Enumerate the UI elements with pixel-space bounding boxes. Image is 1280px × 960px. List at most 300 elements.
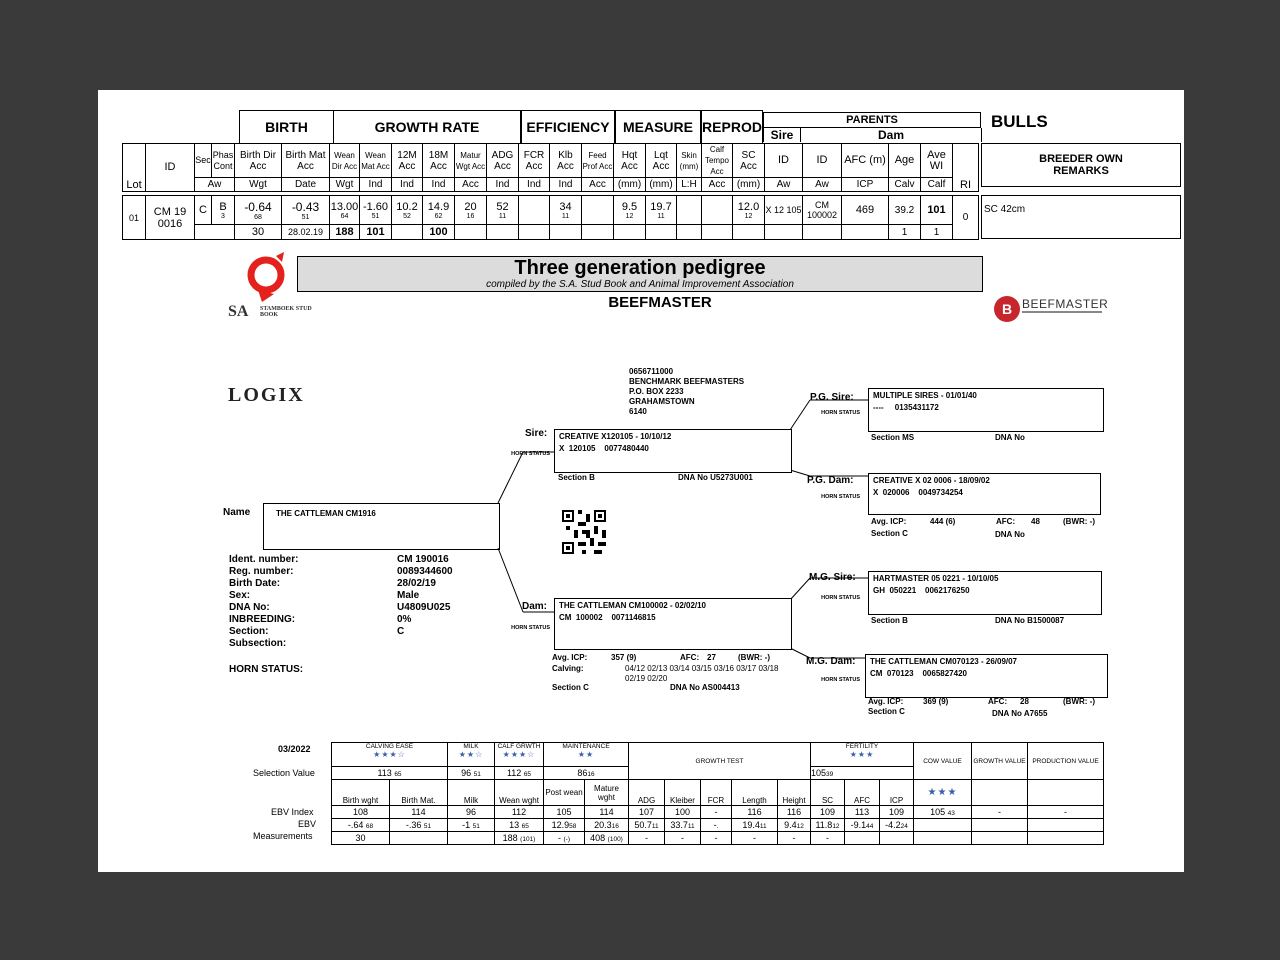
meas-cell: 408 <box>590 833 606 843</box>
dam-box <box>554 598 792 650</box>
hdr-12m: 12M Acc <box>392 144 423 178</box>
unit: Ind <box>360 178 392 192</box>
pg-dam-bwr: (BWR: -) <box>1063 517 1095 526</box>
meas-cell <box>845 832 880 845</box>
unit: L:H <box>677 178 702 192</box>
ebv-cell: -1 <box>462 820 471 830</box>
meas-cell: - <box>811 832 845 845</box>
meas-cell: - <box>629 832 665 845</box>
row-adg: 52 <box>496 200 509 213</box>
mg-sire-section: Section B <box>871 616 908 625</box>
index-cow: 105 <box>930 807 946 817</box>
col-kleiber: Kleiber <box>665 780 701 806</box>
row-lqt: 19.7 <box>650 200 672 213</box>
hdr-dam-id: ID <box>803 144 842 178</box>
row-birth-dir-acc: 68 <box>254 213 262 221</box>
detail-label: Subsection: <box>229 638 287 649</box>
unit: Ind <box>550 178 582 192</box>
hdr-wean-mat: Wean Mat Acc <box>360 144 392 178</box>
row-label-ebv: EBV <box>298 819 317 829</box>
breeder-line: 0656711000 <box>629 367 674 376</box>
unit: Wgt <box>330 178 360 192</box>
unit: Calf <box>921 178 953 192</box>
group-parents: PARENTS <box>763 112 981 128</box>
unit: Ind <box>519 178 550 192</box>
dam-line2: CM 100002 0071146815 <box>559 613 656 622</box>
group-milk: MILK <box>463 743 479 750</box>
index-cell: 112 <box>495 806 544 819</box>
unit: Aw <box>765 178 803 192</box>
col-afc: AFC <box>845 780 880 806</box>
ebv-cell: -9.1 <box>850 820 867 830</box>
sel-calf-acc: 65 <box>523 771 532 778</box>
row-label-measurements: Measurements <box>253 831 313 841</box>
row-afc: 469 <box>842 196 889 225</box>
meas-cell: - <box>778 832 811 845</box>
index-cell: 108 <box>332 806 390 819</box>
col-birth-mat: Birth Mat. <box>390 780 448 806</box>
group-calf-growth: CALF GRWTH <box>497 743 541 750</box>
row-birth-date: 28.02.19 <box>282 225 330 240</box>
group-birth: BIRTH <box>239 110 334 143</box>
mg-dam-line2: CM 070123 0065827420 <box>870 669 967 678</box>
row-ave-calf: 1 <box>921 225 953 240</box>
ebv-acc: 51 <box>472 823 480 830</box>
mg-sire-line2: GH 050221 0062176250 <box>873 586 970 595</box>
mg-sire-horn-status: HORN STATUS <box>821 595 860 601</box>
maintenance-stars-icon: ★★ <box>577 750 595 759</box>
ebv-cell: 12.9 <box>551 820 570 830</box>
row-hqt: 9.5 <box>621 200 638 213</box>
col-length: Length <box>732 780 778 806</box>
hdr-birth-mat: Birth Mat Acc <box>282 144 330 178</box>
sel-milk-acc: 51 <box>473 771 481 778</box>
unit: (mm) <box>733 178 765 192</box>
pg-dam-afc-label: AFC: <box>996 517 1016 526</box>
unit: Acc <box>455 178 487 192</box>
row-ave: 101 <box>921 196 953 225</box>
ebv-cell: -4.2 <box>885 820 901 830</box>
hdr-fcr: FCR Acc <box>519 144 550 178</box>
index-cell: 100 <box>665 806 701 819</box>
row-birth-mat-acc: 51 <box>301 213 310 221</box>
ebv-acc: 44 <box>866 823 874 830</box>
breeder-line: P.O. BOX 2233 <box>629 387 684 396</box>
row-id: CM 19 0016 <box>146 196 195 240</box>
col-post-wean: Post wean <box>544 780 585 806</box>
mg-dam-icp: 369 (9) <box>923 697 949 706</box>
dam-label: Dam: <box>522 601 548 612</box>
detail-label: Section: <box>229 626 269 637</box>
group-growth-test: GROWTH TEST <box>629 743 811 780</box>
pg-dam-afc: 48 <box>1031 517 1040 526</box>
index-growth: - <box>972 806 1028 819</box>
detail-label: DNA No: <box>229 602 270 613</box>
pg-sire-label: P.G. Sire: <box>810 392 854 403</box>
sel-milk: 96 <box>461 768 472 778</box>
row-klb-acc: 11 <box>561 212 570 220</box>
mg-dam-section: Section C <box>868 707 905 716</box>
mg-dam-icp-label: Avg. ICP: <box>868 697 904 706</box>
row-age-calv: 1 <box>889 225 921 240</box>
hdr-id: ID <box>146 144 195 192</box>
dam-afc-label: AFC: <box>680 653 700 662</box>
group-growth-value: GROWTH VALUE <box>972 743 1028 780</box>
unit: ICP <box>842 178 889 192</box>
ebv-acc: 16 <box>611 823 619 830</box>
row-wean-wgt: 188 <box>330 225 360 240</box>
pg-dam-icp-label: Avg. ICP: <box>871 517 907 526</box>
row-12m-acc: 52 <box>403 212 411 220</box>
group-bulls: BULLS <box>991 112 1048 131</box>
page-title: Three generation pedigree <box>514 257 766 279</box>
ebv-acc: 51 <box>423 823 432 830</box>
hdr-sec: Sec <box>195 144 212 178</box>
ebv-acc: 11 <box>759 823 767 830</box>
index-cell: 109 <box>811 806 845 819</box>
row-label-index: EBV Index <box>271 807 314 817</box>
pg-dam-icp: 444 (6) <box>930 517 956 526</box>
parents-sire: Sire <box>763 128 800 142</box>
ebv-acc: 11 <box>687 823 695 830</box>
ebv-cell: 19.4 <box>742 820 760 830</box>
milk-stars-icon: ★★☆ <box>458 750 484 759</box>
fertility-stars-icon: ★★★ <box>849 750 875 759</box>
sire-box <box>554 429 792 473</box>
ebv-cell: 50.7 <box>634 820 652 830</box>
meas-cell: 188 <box>502 833 518 843</box>
ebv-acc: 12 <box>832 823 840 830</box>
mg-dam-dna: DNA No A7655 <box>992 709 1048 718</box>
meas-cell: - <box>732 832 778 845</box>
measurements-row <box>332 832 1104 845</box>
index-cell: 114 <box>390 806 448 819</box>
unit: Aw <box>195 178 235 192</box>
col-icp: ICP <box>880 780 914 806</box>
pg-dam-line1: CREATIVE X 02 0006 - 18/09/02 <box>873 476 990 485</box>
pg-dam-dna: DNA No <box>995 530 1025 539</box>
index-cell: 116 <box>732 806 778 819</box>
detail-label: INBREEDING: <box>229 614 296 625</box>
sa-logo-text: SA <box>228 303 249 320</box>
dam-calving-line: 04/12 02/13 03/14 03/15 03/16 03/17 03/18 <box>625 664 779 673</box>
hdr-age: Age <box>889 144 921 178</box>
row-hqt-acc: 12 <box>625 212 634 220</box>
group-production-value: PRODUCTION VALUE <box>1028 743 1104 780</box>
mg-dam-horn-status: HORN STATUS <box>821 677 860 683</box>
detail-value: CM 190016 <box>397 554 449 565</box>
ebv-acc: 58 <box>569 823 577 830</box>
horn-status-label: HORN STATUS: <box>229 664 304 675</box>
hdr-18m: 18M Acc <box>423 144 455 178</box>
index-cell: 105 <box>544 806 585 819</box>
row-label-selection: Selection Value <box>253 768 315 778</box>
meas-cell <box>880 832 914 845</box>
row-18m-ind: 100 <box>423 225 455 240</box>
dam-icp: 357 (9) <box>611 653 637 662</box>
detail-label: Ident. number: <box>229 554 299 565</box>
ebv-cell: 13 <box>509 820 520 830</box>
detail-label: Sex: <box>229 590 251 601</box>
sire-horn-status: HORN STATUS <box>511 451 550 457</box>
row-birth-dir: -0.64 <box>244 199 272 214</box>
row-wean-dir: 13.00 <box>330 200 359 213</box>
group-cow-value: COW VALUE <box>914 743 972 780</box>
breeder-line: 6140 <box>629 407 647 416</box>
dam-calving-line: 02/19 02/20 <box>625 674 668 683</box>
row-18m: 14.9 <box>427 200 450 213</box>
mg-dam-box <box>865 654 1108 698</box>
index-cow-acc: 43 <box>947 810 955 817</box>
row-wean-mat-acc: 51 <box>371 212 380 220</box>
meas-cell <box>390 832 448 845</box>
group-maintenance: MAINTENANCE <box>562 743 610 750</box>
row-remarks: SC 42cm <box>981 195 1181 239</box>
sel-calving: 113 <box>377 768 392 778</box>
pg-sire-section: Section MS <box>871 433 915 442</box>
ebv-cell: 11.8 <box>815 820 833 830</box>
pg-dam-horn-status: HORN STATUS <box>821 494 860 500</box>
hdr-sire-id: ID <box>765 144 803 178</box>
index-cell: 116 <box>778 806 811 819</box>
pedigree-document <box>98 90 1184 872</box>
parents-dam: Dam <box>800 128 982 142</box>
pg-sire-line1: MULTIPLE SIRES - 01/01/40 <box>873 391 977 400</box>
row-lot: 01 <box>123 196 146 240</box>
hdr-ave: Ave WI <box>921 144 953 178</box>
hdr-matur: Matur Wgt Acc <box>455 144 487 178</box>
row-sc: 12.0 <box>737 200 760 213</box>
detail-value: C <box>397 626 405 637</box>
hdr-adg: ADG Acc <box>487 144 519 178</box>
hdr-lqt: Lqt Acc <box>646 144 677 178</box>
sel-fert: 105 <box>811 768 827 778</box>
row-klb: 34 <box>559 200 572 213</box>
hdr-lot: Lot <box>123 144 146 192</box>
meas-sub: (100) <box>607 836 623 843</box>
group-reprod: REPROD <box>701 110 763 143</box>
ebv-acc: . <box>716 823 719 830</box>
row-wean-ind: 101 <box>360 225 392 240</box>
col-adg: ADG <box>629 780 665 806</box>
hdr-skin: Skin (mm) <box>677 144 702 178</box>
unit: Ind <box>392 178 423 192</box>
mg-dam-afc: 28 <box>1020 697 1029 706</box>
unit: Acc <box>702 178 733 192</box>
group-calving-ease: CALVING EASE <box>365 743 414 750</box>
hdr-birth-dir: Birth Dir Acc <box>235 144 282 178</box>
pg-sire-horn-status: HORN STATUS <box>821 410 860 416</box>
ebv-index-row <box>332 806 1104 819</box>
index-cell: 114 <box>585 806 629 819</box>
calving-stars-icon: ★★★☆ <box>373 750 406 759</box>
col-sc: SC <box>811 780 845 806</box>
mg-sire-line1: HARTMASTER 05 0221 - 10/10/05 <box>873 574 999 583</box>
index-cell: 113 <box>845 806 880 819</box>
dam-bwr: (BWR: -) <box>738 653 770 662</box>
pg-sire-dna: DNA No <box>995 433 1025 442</box>
mg-sire-dna: DNA No B1500087 <box>995 616 1065 625</box>
page-subtitle: compiled by the S.A. Stud Book and Animal Improvement Association <box>486 279 794 290</box>
index-cell: - <box>701 806 732 819</box>
hdr-calf: Calf Tempo Acc <box>702 144 733 178</box>
sa-logo-subtext: STAMBOEK STUD BOOK <box>260 306 312 318</box>
mg-dam-bwr: (BWR: -) <box>1063 697 1095 706</box>
row-adg-acc: 11 <box>498 212 507 220</box>
sire-line2: X 120105 0077480440 <box>559 444 649 453</box>
hdr-phas: Phas Cont <box>212 144 235 178</box>
ebv-cell: -.64 <box>347 820 364 830</box>
sire-line1: CREATIVE X120105 - 10/10/12 <box>559 432 672 441</box>
dam-icp-label: Avg. ICP: <box>552 653 588 662</box>
ebv-acc: 65 <box>521 823 529 830</box>
row-birth-wgt: 30 <box>235 225 282 240</box>
index-production: - <box>1028 806 1104 819</box>
detail-label: Birth Date: <box>229 578 281 589</box>
sire-section: Section B <box>558 473 595 482</box>
meas-sub: (101) <box>520 836 536 843</box>
ebv-cell: - <box>713 820 717 830</box>
col-milk: Milk <box>448 780 495 806</box>
col-wean-wght: Wean wght <box>495 780 544 806</box>
breeder-line: BENCHMARK BEEFMASTERS <box>629 377 745 386</box>
meas-cell: - <box>701 832 732 845</box>
row-phas: B <box>219 200 227 213</box>
cow-value-stars-icon: ★★★ <box>914 780 972 806</box>
col-height: Height <box>778 780 811 806</box>
row-sec: C <box>195 196 212 225</box>
mg-dam-afc-label: AFC: <box>988 697 1008 706</box>
pg-dam-line2: X 020006 0049734254 <box>873 488 963 497</box>
mg-sire-label: M.G. Sire: <box>809 572 856 583</box>
ebv-cell: 9.4 <box>784 820 797 830</box>
ebv-date: 03/2022 <box>278 744 311 754</box>
col-mature-wght: Mature wght <box>585 780 629 806</box>
row-matur: 20 <box>464 200 477 213</box>
index-cell: 107 <box>629 806 665 819</box>
detail-label: Reg. number: <box>229 566 294 577</box>
detail-value: U4809U025 <box>397 602 451 613</box>
dam-section: Section C <box>552 683 589 692</box>
dam-horn-status: HORN STATUS <box>511 625 550 631</box>
ebv-acc: 24 <box>900 823 908 830</box>
unit: Ind <box>487 178 519 192</box>
dam-dna: DNA No AS004413 <box>670 683 740 692</box>
name-label: Name <box>223 507 251 518</box>
mg-dam-line1: THE CATTLEMAN CM070123 - 26/09/07 <box>870 657 1018 666</box>
detail-value: 28/02/19 <box>397 578 436 589</box>
hdr-hqt: Hqt Acc <box>614 144 646 178</box>
dam-afc: 27 <box>707 653 716 662</box>
mg-sire-box <box>868 571 1102 615</box>
sel-calving-acc: 65 <box>394 771 402 778</box>
index-cell: 96 <box>448 806 495 819</box>
animal-name: THE CATTLEMAN CM1916 <box>276 509 376 518</box>
pg-sire-line2: ---- 0135431172 <box>873 403 939 412</box>
hdr-feed: Feed Prof Acc <box>582 144 614 178</box>
col-fcr: FCR <box>701 780 732 806</box>
ebv-cell: -.36 <box>405 820 422 830</box>
row-sc-acc: 12 <box>744 212 753 220</box>
breed-name: BEEFMASTER <box>608 294 712 311</box>
group-efficiency: EFFICIENCY <box>521 110 615 143</box>
meas-sub: (-) <box>563 836 570 843</box>
sire-label: Sire: <box>525 428 548 439</box>
pg-dam-section: Section C <box>871 529 908 538</box>
hdr-afc: AFC (m) <box>842 144 889 178</box>
unit: (mm) <box>646 178 677 192</box>
unit: Date <box>282 178 330 192</box>
row-18m-acc: 62 <box>434 212 443 220</box>
unit: Wgt <box>235 178 282 192</box>
ebv-table <box>331 742 1104 845</box>
group-growth-rate: GROWTH RATE <box>333 110 521 143</box>
logix-logo: LOGIX <box>228 384 305 406</box>
ebv-cell: 33.7 <box>670 820 688 830</box>
dam-calving-dates <box>625 664 778 684</box>
sel-calf: 112 <box>506 768 522 778</box>
ebv-acc: 11 <box>651 823 659 830</box>
unit: Ind <box>423 178 455 192</box>
sel-maint: 86 <box>577 768 588 778</box>
meas-cell: - <box>557 833 561 843</box>
hdr-remarks: BREEDER OWN REMARKS <box>981 143 1181 187</box>
row-wean-mat: -1.60 <box>362 200 389 213</box>
group-fertility: FERTILITY <box>845 743 879 750</box>
detail-value: Male <box>397 590 420 601</box>
sel-maint-acc: 16 <box>587 771 595 778</box>
meas-cell <box>448 832 495 845</box>
row-age: 39.2 <box>889 196 921 225</box>
unit: Acc <box>582 178 614 192</box>
dam-calving-label: Calving: <box>552 664 584 673</box>
detail-value: 0089344600 <box>397 566 453 577</box>
row-phas-sub: 3 <box>221 212 225 220</box>
pg-dam-box <box>868 473 1101 515</box>
hdr-sc: SC Acc <box>733 144 765 178</box>
row-12m: 10.2 <box>396 200 418 213</box>
row-lqt-acc: 11 <box>657 212 665 220</box>
row-ri: 0 <box>953 196 979 240</box>
mg-dam-label: M.G. Dam: <box>806 656 856 667</box>
row-dam-id: CM 100002 <box>803 196 842 225</box>
unit: (mm) <box>614 178 646 192</box>
unit: Aw <box>803 178 842 192</box>
beefmaster-logo-text: BEEFMASTER <box>1022 297 1109 311</box>
dam-line1: THE CATTLEMAN CM100002 - 02/02/10 <box>559 601 707 610</box>
detail-value: 0% <box>397 614 412 625</box>
meas-cell: 30 <box>332 832 390 845</box>
ebv-value-row <box>332 819 1104 832</box>
pg-sire-box <box>868 388 1104 432</box>
ebv-acc: 68 <box>365 823 374 830</box>
ebv-cell: 20.3 <box>594 820 612 830</box>
row-matur-acc: 16 <box>466 212 475 220</box>
sel-fert-acc: 39 <box>826 771 834 778</box>
pg-dam-label: P.G. Dam: <box>807 475 854 486</box>
hdr-ri: RI <box>953 144 979 192</box>
svg-text:B: B <box>1001 301 1013 317</box>
col-birth-wght: Birth wght <box>332 780 390 806</box>
unit: Calv <box>889 178 921 192</box>
sire-dna: DNA No U5273U001 <box>678 473 753 482</box>
hdr-wean-dir: Wean Dir Acc <box>330 144 360 178</box>
ebv-acc: 12 <box>796 823 804 830</box>
row-birth-mat: -0.43 <box>291 199 320 214</box>
index-cell: 109 <box>880 806 914 819</box>
group-measure: MEASURE <box>615 110 701 143</box>
calf-growth-stars-icon: ★★★☆ <box>502 750 536 759</box>
